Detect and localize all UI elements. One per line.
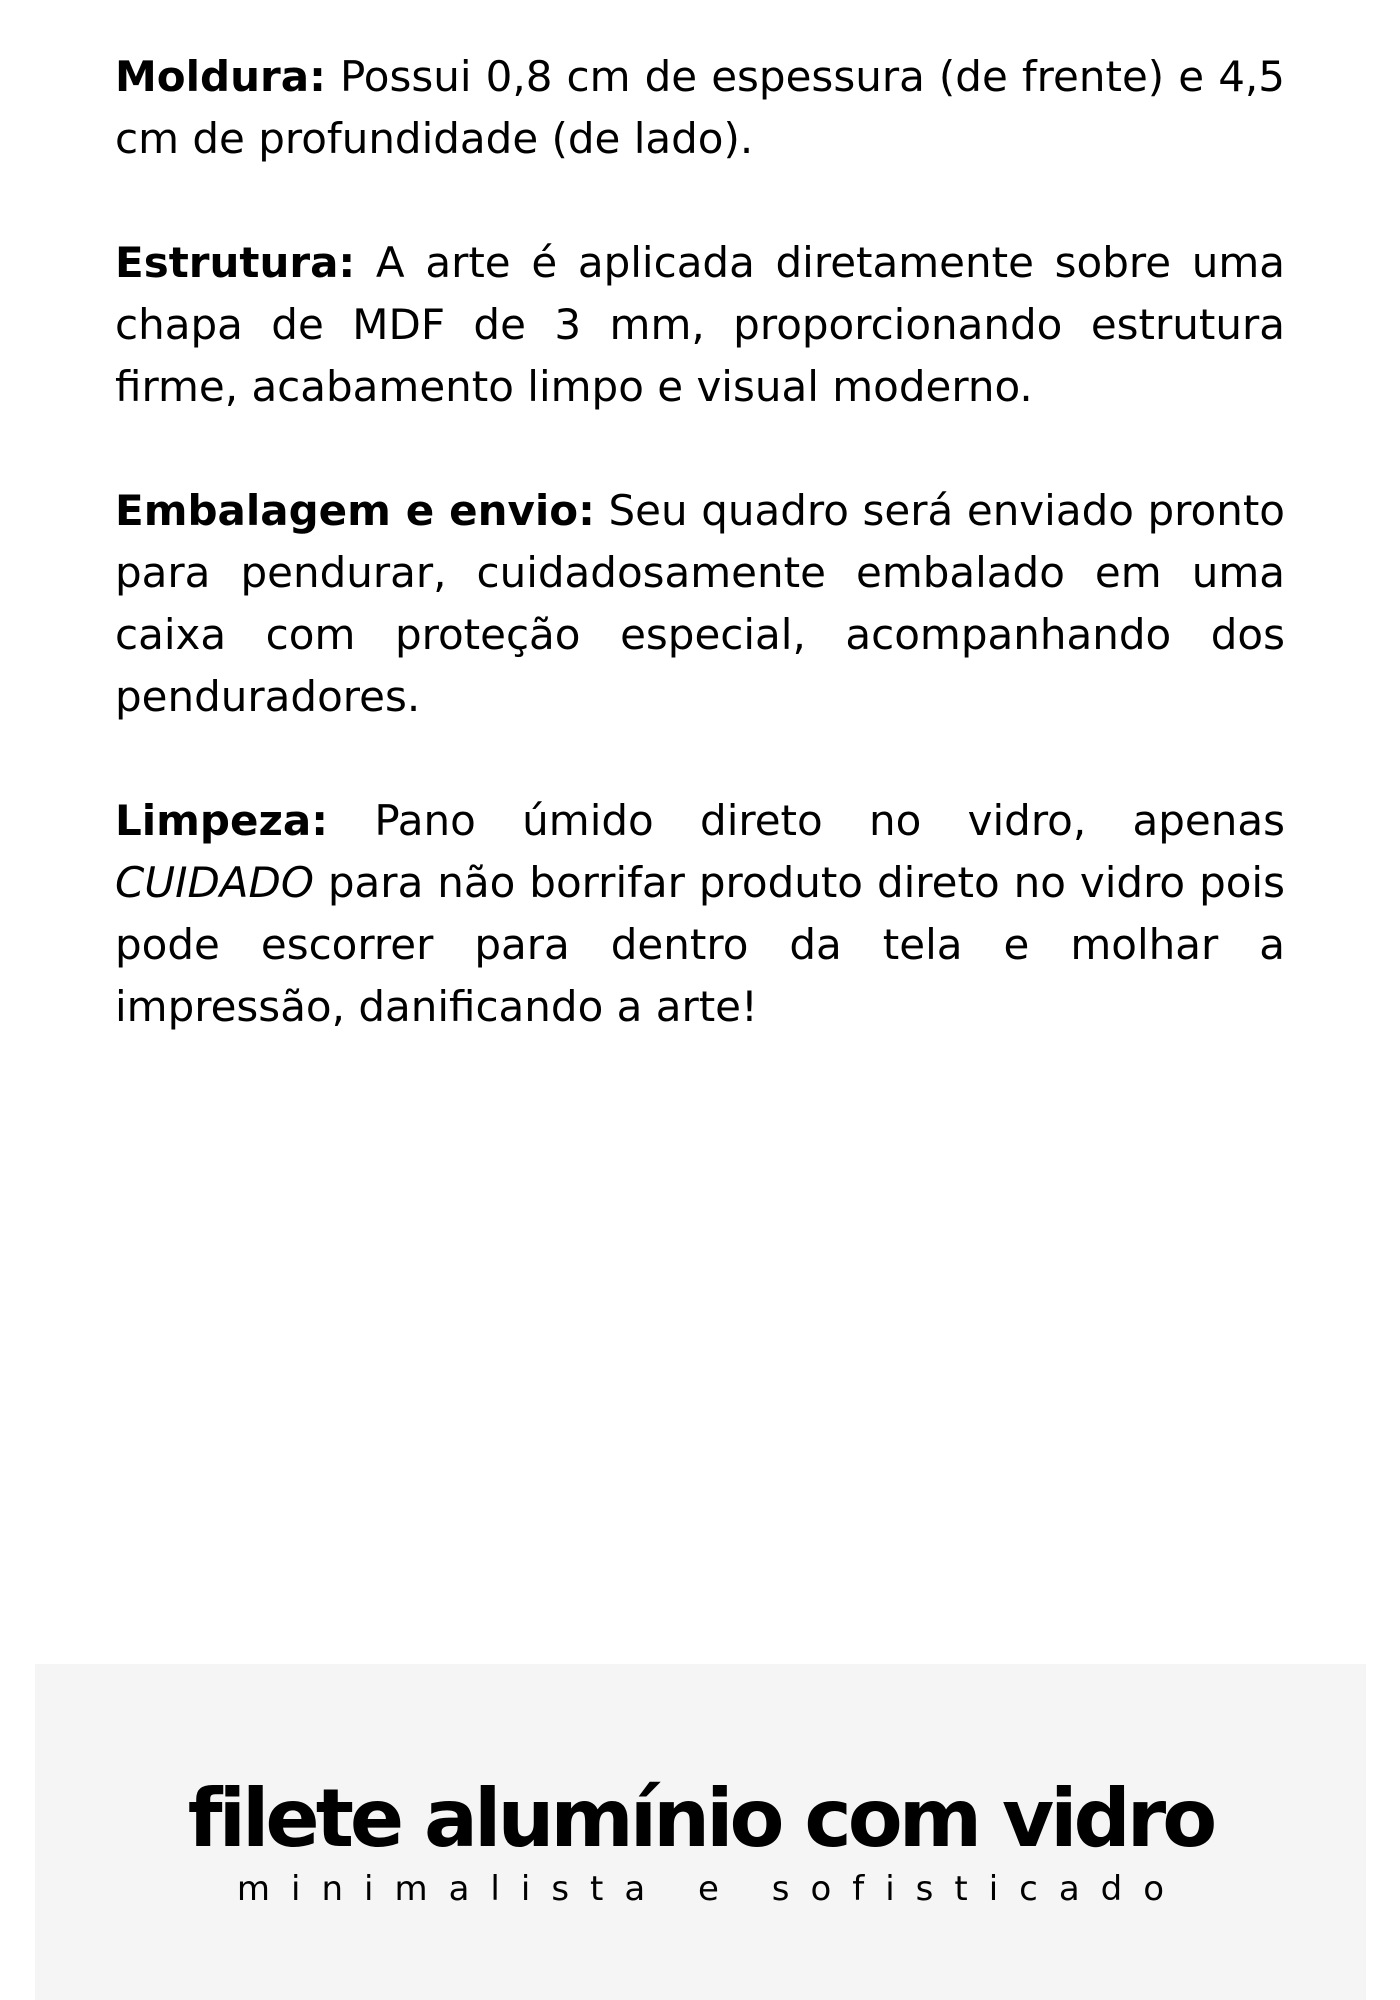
structure-paragraph	[115, 232, 1285, 418]
cleaning-paragraph	[115, 790, 1285, 1038]
packaging-text: Seu quadro será enviado pronto para pendurar, cuidadosamente embalado em uma caixa com proteção especial, acompanhando dos penduradores.	[115, 486, 1285, 721]
packaging-label: Embalagem e envio:	[115, 486, 595, 535]
cleaning-label: Limpeza:	[115, 796, 329, 845]
cleaning-text-after: para não borrifar produto direto no vidro pois pode escorrer para dentro da tela e molhar a impressão, danificando a arte!	[115, 858, 1285, 1031]
frame-text: Possui 0,8 cm de espessura (de frente) e 4,5 cm de profundidade (de lado).	[115, 52, 1285, 163]
structure-text: A arte é aplicada diretamente sobre uma chapa de MDF de 3 mm, proporcionando estrutura firme, acabamento limpo e visual moderno.	[115, 238, 1285, 411]
packaging-paragraph	[115, 480, 1285, 728]
footer-title: filete alumínio com vidro	[187, 1772, 1214, 1865]
footer-subtitle: minimalista e sofisticado	[236, 1869, 1186, 1909]
product-details	[115, 46, 1285, 1100]
caution-emphasis: CUIDADO	[115, 858, 314, 907]
footer-banner	[35, 1664, 1366, 2000]
frame-label: Moldura:	[115, 52, 326, 101]
cleaning-text-before: Pano úmido direto no vidro, apenas	[328, 796, 1285, 845]
structure-label: Estrutura:	[115, 238, 356, 287]
frame-paragraph	[115, 46, 1285, 170]
